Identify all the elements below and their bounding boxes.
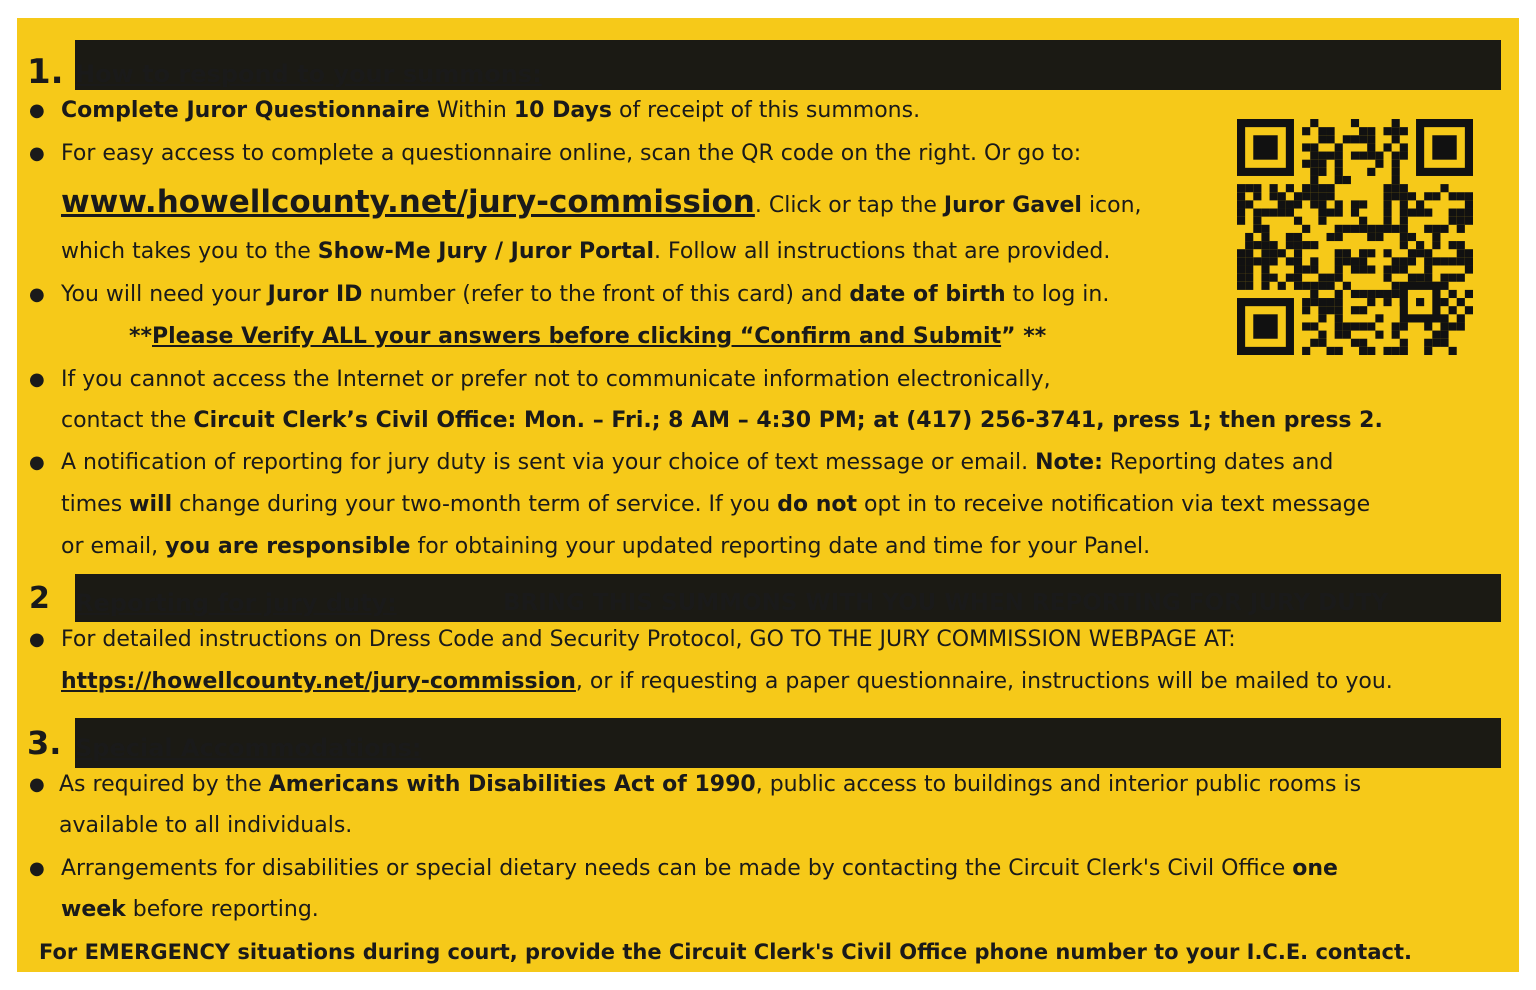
s3-bullet1-line2: available to all individuals. <box>59 813 353 838</box>
s1-bullet4-line2: contact the Circuit Clerk’s Civil Office: Mon. – Fri.; 8 AM – 4:30 PM; at (417) 256-3741, press 1; then press 2. <box>61 408 1383 433</box>
summons-card <box>17 18 1519 972</box>
website-link[interactable]: www.howellcounty.net/jury-commission <box>61 184 755 220</box>
s3-bullet2-line2: week before reporting. <box>61 897 319 922</box>
bullet-dot: ● <box>29 452 45 473</box>
s1-bullet5-line1: A notification of reporting for jury duty is sent via your choice of text message or email. Note: Reporting dates and <box>61 450 1334 475</box>
s3-bullet2-line1: Arrangements for disabilities or special dietary needs can be made by contacting the Circuit Clerk's Civil Office one <box>61 856 1338 881</box>
s3-bullet1-line1: As required by the Americans with Disabilities Act of 1990, public access to buildings and interior public rooms is <box>59 772 1362 797</box>
s1-bullet5-line3: or email, you are responsible for obtaining your updated reporting date and time for your Panel. <box>61 534 1151 559</box>
s1-bullet3: You will need your Juror ID number (refer to the front of this card) and date of birth to log in. <box>61 282 1110 307</box>
s1-bullet5-line2: times will change during your two-month term of service. If you do not opt in to receive notification via text message <box>61 492 1371 517</box>
bullet-dot: ● <box>29 629 45 650</box>
s1-bullet2-line3: which takes you to the Show-Me Jury / Juror Portal. Follow all instructions that are provided. <box>61 239 1111 264</box>
bullet-dot: ● <box>29 858 45 879</box>
bullet-dot: ● <box>29 100 45 121</box>
s1-bullet2-line2: www.howellcounty.net/jury-commission. Click or tap the Juror Gavel icon, <box>61 184 1142 220</box>
s1-bullet1: Complete Juror Questionnaire Within 10 Days of receipt of this summons. <box>61 98 921 123</box>
s1-bullet2-line1: For easy access to complete a questionnaire online, scan the QR code on the right. Or go to: <box>61 141 1082 166</box>
s2-bullet1-line1: For detailed instructions on Dress Code and Security Protocol, GO TO THE JURY COMMISSION WEBPAGE AT: <box>61 627 1236 652</box>
bullet-dot: ● <box>29 284 45 305</box>
webpage-link[interactable]: https://howellcounty.net/jury-commission <box>61 669 576 694</box>
bullet-dot: ● <box>29 369 45 390</box>
section2-number: 2 <box>29 581 50 616</box>
section1-title: How to respond to your summons: <box>75 60 542 88</box>
s1-bullet4-line1: If you cannot access the Internet or prefer not to communicate information electronically, <box>61 367 1051 392</box>
verify-notice: **Please Verify ALL your answers before clicking “Confirm and Submit” ** <box>129 324 1047 349</box>
section3-number: 3. <box>27 724 62 762</box>
emergency-footer: For EMERGENCY situations during court, provide the Circuit Clerk's Civil Office phone number to your I.C.E. contact. <box>39 940 1412 964</box>
bullet-dot: ● <box>29 143 45 164</box>
section1-number: 1. <box>27 52 64 92</box>
bullet-dot: ● <box>29 774 45 795</box>
section3-title: Special Accommodations: <box>75 734 422 762</box>
section2-title: Reporting for jury duty: <box>75 589 397 617</box>
qr-code-icon[interactable] <box>1237 119 1473 355</box>
s2-bullet1-line2: https://howellcounty.net/jury-commission, or if requesting a paper questionnaire, instructions will be mailed to you. <box>61 669 1393 694</box>
section2-banner: BRING THIS SUMMONS WITH YOU WHEN REPORTING FOR JURY DUTY <box>503 590 1389 616</box>
